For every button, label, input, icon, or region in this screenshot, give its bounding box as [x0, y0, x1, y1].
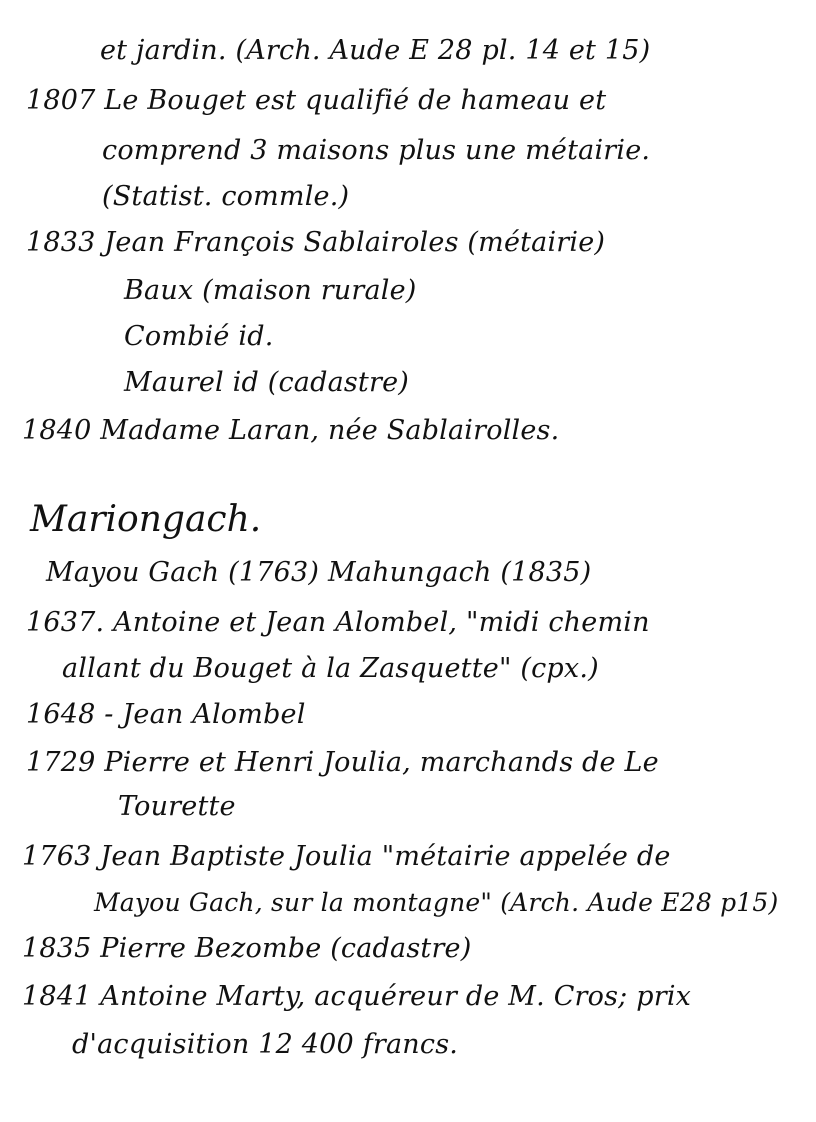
text-line: Mayou Gach (1763) Mahungach (1835) [46, 557, 592, 588]
text-line: (Statist. commle.) [102, 181, 350, 212]
text-line: 1637. Antoine et Jean Alombel, "midi chemin [26, 607, 650, 638]
text-line: 1807 Le Bouget est qualifié de hameau et [26, 85, 607, 116]
text-line: Combié id. [124, 321, 274, 352]
text-line: comprend 3 maisons plus une métairie. [102, 135, 651, 166]
text-line: 1729 Pierre et Henri Joulia, marchands de Le [26, 747, 659, 778]
text-line: et jardin. (Arch. Aude E 28 pl. 14 et 15) [100, 35, 651, 66]
text-line: 1835 Pierre Bezombe (cadastre) [22, 933, 472, 964]
text-line: Baux (maison rurale) [124, 275, 417, 306]
text-line: 1840 Madame Laran, née Sablairolles. [22, 415, 560, 446]
text-line: 1833 Jean François Sablairoles (métairie) [26, 227, 606, 258]
text-line: 1763 Jean Baptiste Joulia "métairie appelée de [22, 841, 671, 872]
text-line: Maurel id (cadastre) [124, 367, 409, 398]
text-line: 1648 - Jean Alombel [26, 699, 306, 730]
section-heading: Mariongach. [30, 499, 262, 540]
text-line: 1841 Antoine Marty, acquéreur de M. Cros; prix [22, 981, 692, 1012]
text-line: Tourette [118, 791, 236, 822]
text-line: d'acquisition 12 400 francs. [72, 1029, 459, 1060]
text-line: allant du Bouget à la Zasquette" (cpx.) [62, 653, 599, 684]
text-line: Mayou Gach, sur la montagne" (Arch. Aude E28 p15) [94, 888, 779, 917]
